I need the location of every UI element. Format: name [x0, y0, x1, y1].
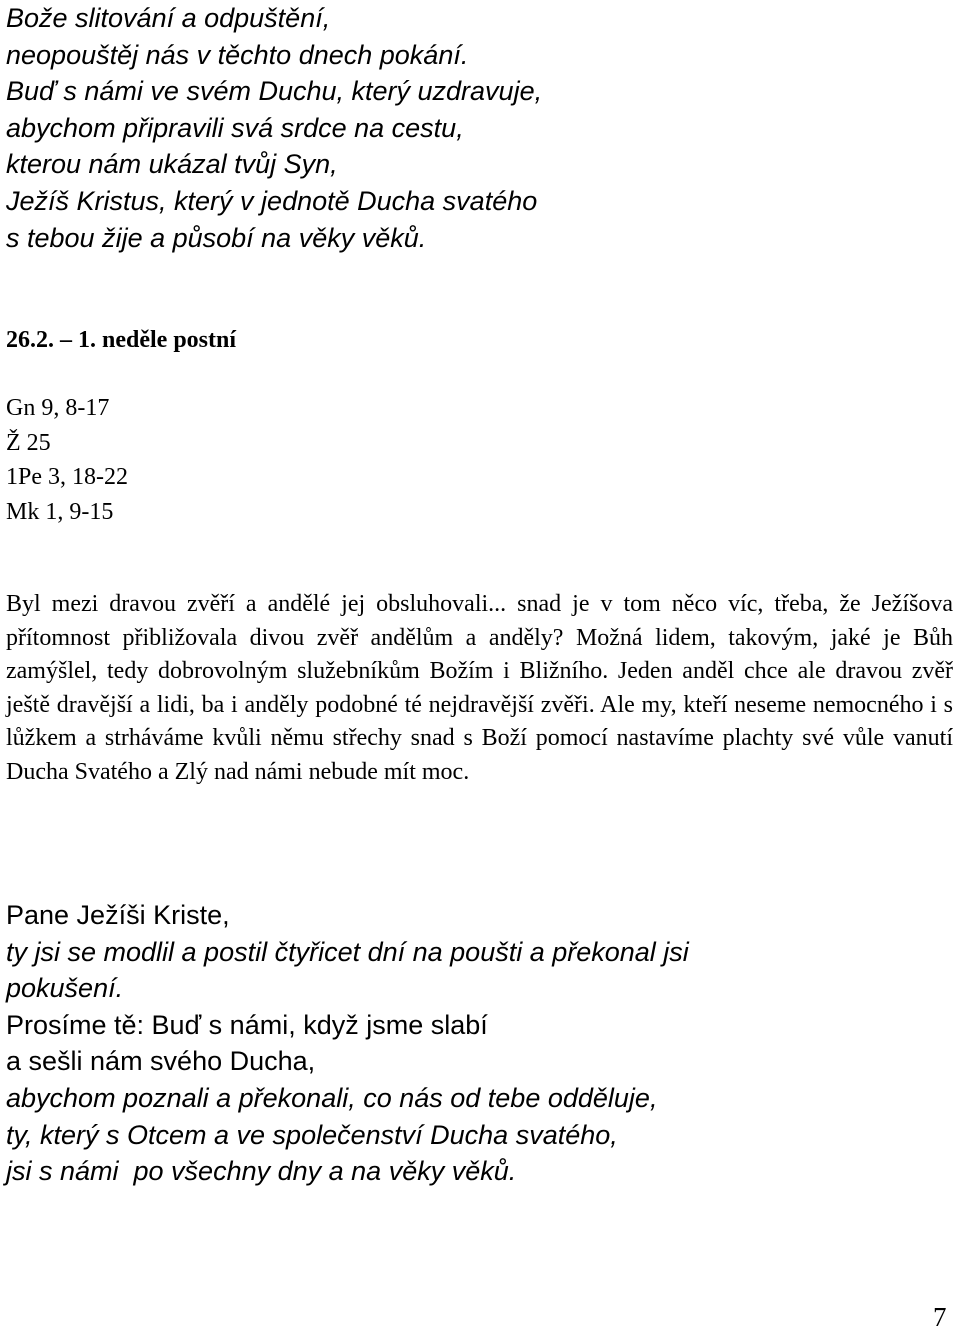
closing-prayer-line: a sešli nám svého Ducha,: [6, 1046, 316, 1077]
closing-prayer-line: jsi s námi po všechny dny a na věky věků.: [6, 1156, 517, 1187]
closing-prayer-address: Pane Ježíši Kriste,: [6, 900, 230, 930]
closing-prayer-line: Prosíme tě: Buď s námi, když jsme slabí: [6, 1009, 488, 1040]
opening-prayer-line: neopouštěj nás v těchto dnech pokání.: [6, 39, 469, 70]
closing-prayer-line: pokušení.: [6, 973, 124, 1004]
page-number: 7: [933, 1302, 947, 1332]
closing-prayer: [6, 897, 689, 1190]
closing-prayer-line: ty jsi se modlil a postil čtyřicet dní na poušti a překonal jsi: [6, 936, 689, 967]
reading-reference: 1Pe 3, 18-22: [6, 464, 128, 491]
readings-list: [6, 391, 128, 530]
reflection-paragraph: Byl mezi dravou zvěří a andělé jej obsluhovali... snad je v tom něco víc, třeba, že Ježíšova přítomnost přibližovala divou zvěř andělům a anděly? Možná lidem, takovým, jaké je Bůh zamýšlel, tedy dobrovolným služebníkům Božím i Bližního. Jeden anděl chce ale dravou zvěř ještě dravější a lidi, ba i anděly podobné té nejdravější zvěři. Ale my, kteří neseme nemocného i s lůžkem a strháváme kvůli němu střechy snad s Boží pomocí nastavíme plachty své vůle vanutí Ducha Svatého a Zlý nad námi nebude mít moc.: [6, 591, 953, 785]
reading-reference: Mk 1, 9-15: [6, 499, 114, 526]
reading-reference: Ž 25: [6, 429, 51, 456]
opening-prayer-line: Ježíš Kristus, který v jednotě Ducha svatého: [6, 185, 538, 216]
opening-prayer-line: s tebou žije a působí na věky věků.: [6, 222, 427, 253]
opening-prayer-line: kterou nám ukázal tvůj Syn,: [6, 149, 338, 180]
closing-prayer-line: ty, který s Otcem a ve společenství Ducha svatého,: [6, 1119, 618, 1150]
opening-prayer: [6, 0, 542, 256]
opening-prayer-line: Buď s námi ve svém Duchu, který uzdravuje,: [6, 76, 543, 107]
reading-reference: Gn 9, 8-17: [6, 395, 110, 421]
closing-prayer-line: abychom poznali a překonali, co nás od tebe odděluje,: [6, 1082, 658, 1113]
opening-prayer-line: Bože slitování a odpuštění,: [6, 3, 331, 33]
opening-prayer-line: abychom připravili svá srdce na cestu,: [6, 112, 464, 143]
section-heading: 26.2. – 1. neděle postní: [6, 327, 237, 353]
